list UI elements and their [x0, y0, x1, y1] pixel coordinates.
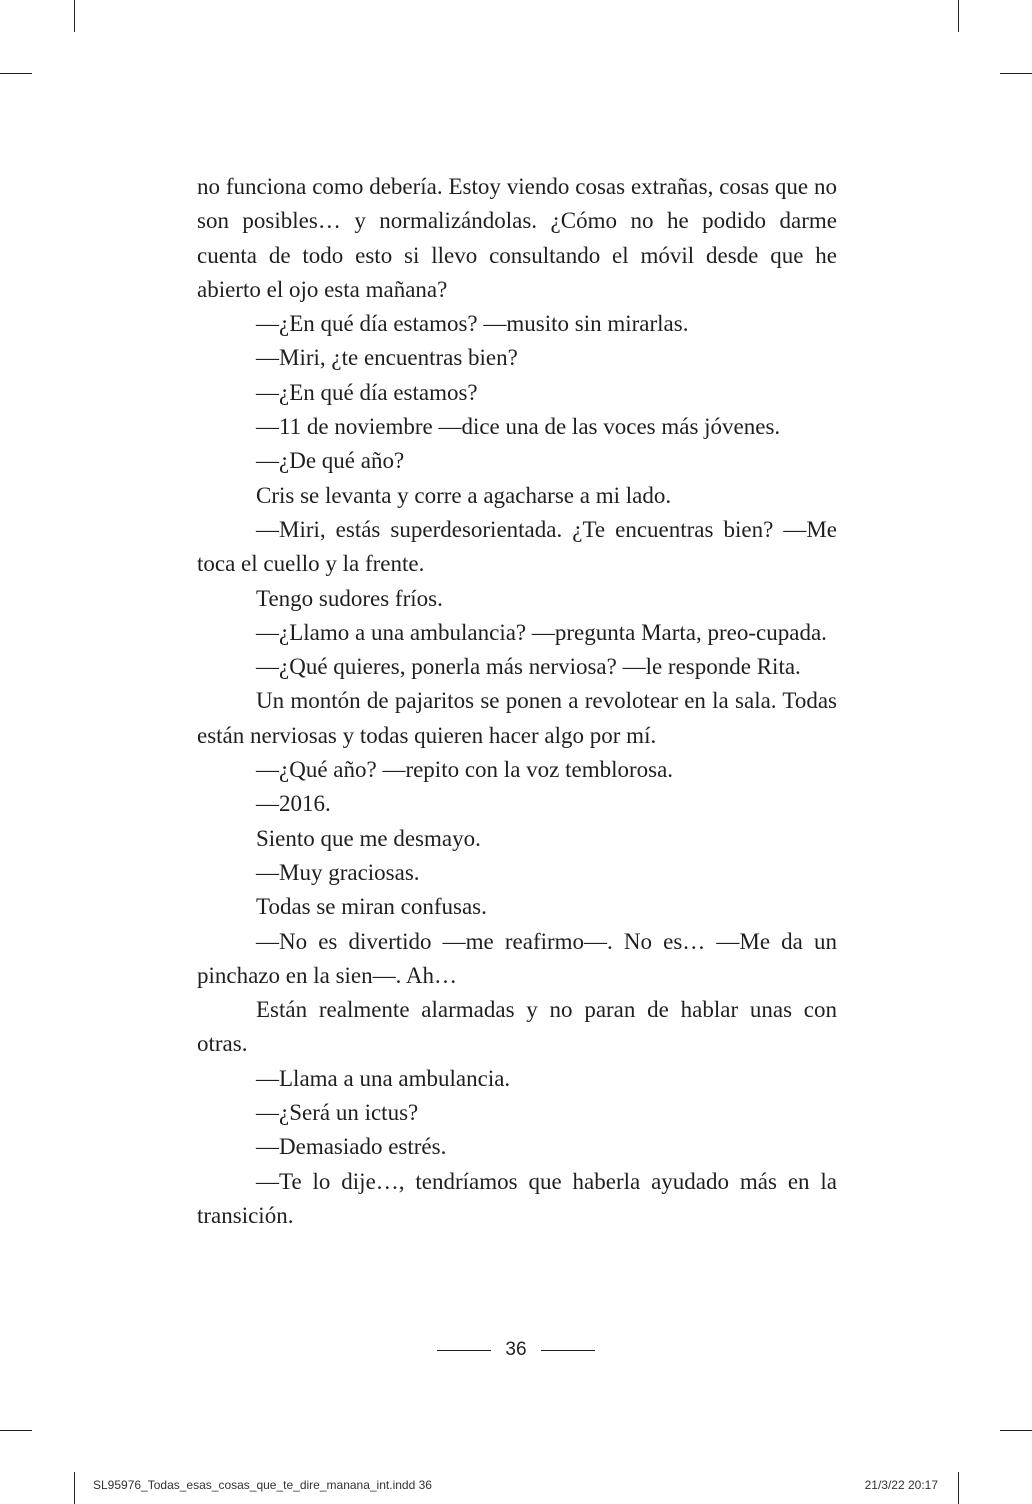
- crop-mark-top-right: [958, 0, 959, 32]
- paragraph: —Miri, estás superdesorientada. ¿Te encuentras bien? —Me toca el cuello y la frente.: [197, 516, 837, 577]
- paragraph: —¿Llamo a una ambulancia? —pregunta Marta, preo-cupada.: [256, 619, 827, 645]
- paragraph: Un montón de pajaritos se ponen a revolotear en la sala. Todas están nerviosas y todas quieren hacer algo por mí.: [197, 688, 837, 748]
- paragraph: —2016.: [256, 791, 331, 817]
- slug-filename: SL95976_Todas_esas_cosas_que_te_dire_manana_int.indd 36: [93, 1478, 432, 1492]
- page-number: 36: [505, 1339, 527, 1360]
- paragraph: no funciona como debería. Estoy viendo cosas extrañas, cosas que no son posibles… y normalizándolas. ¿Cómo no he podido darme cuenta de todo esto si llevo consultando el móvil desde que he abierto el ojo esta mañana?: [197, 174, 837, 302]
- paragraph: —¿De qué año?: [256, 448, 405, 474]
- paragraph: —No es divertido —me reafirmo—. No es… —Me da un pinchazo en la sien—. Ah…: [197, 928, 837, 988]
- crop-mark-left-bottom: [0, 1430, 32, 1431]
- folio-rule-right: [541, 1350, 595, 1351]
- paragraph: Tengo sudores fríos.: [256, 585, 443, 611]
- paragraph: Siento que me desmayo.: [256, 825, 481, 851]
- paragraph: —Llama a una ambulancia.: [256, 1065, 511, 1091]
- crop-mark-left-top: [0, 73, 32, 74]
- folio-rule-left: [437, 1350, 491, 1351]
- crop-mark-bottom-right: [958, 1472, 959, 1504]
- crop-mark-right-bottom: [1000, 1430, 1032, 1431]
- paragraph: —¿Será un ictus?: [256, 1100, 419, 1126]
- page-folio: [0, 1339, 1032, 1361]
- paragraph: —11 de noviembre —dice una de las voces más jóvenes.: [256, 414, 781, 440]
- paragraph: —Miri, ¿te encuentras bien?: [256, 345, 518, 371]
- paragraph: —¿En qué día estamos? —musito sin mirarlas.: [256, 311, 689, 337]
- paragraph: Cris se levanta y corre a agacharse a mi lado.: [256, 482, 672, 508]
- slug-datetime: 21/3/22 20:17: [864, 1478, 938, 1492]
- paragraph: —¿En qué día estamos?: [256, 379, 478, 405]
- paragraph: —Te lo dije…, tendríamos que haberla ayudado más en la transición.: [197, 1168, 837, 1228]
- crop-mark-top-left: [74, 0, 75, 32]
- paragraph: Todas se miran confusas.: [256, 894, 487, 920]
- crop-mark-right-top: [1000, 73, 1032, 74]
- body-text: [197, 170, 837, 1233]
- paragraph: Están realmente alarmadas y no paran de hablar unas con otras.: [197, 997, 837, 1057]
- paragraph: —Muy graciosas.: [256, 859, 420, 885]
- paragraph: —¿Qué año? —repito con la voz temblorosa.: [256, 757, 674, 783]
- paragraph: —Demasiado estrés.: [256, 1134, 447, 1160]
- paragraph: —¿Qué quieres, ponerla más nerviosa? —le responde Rita.: [256, 654, 801, 680]
- crop-mark-bottom-left: [74, 1472, 75, 1504]
